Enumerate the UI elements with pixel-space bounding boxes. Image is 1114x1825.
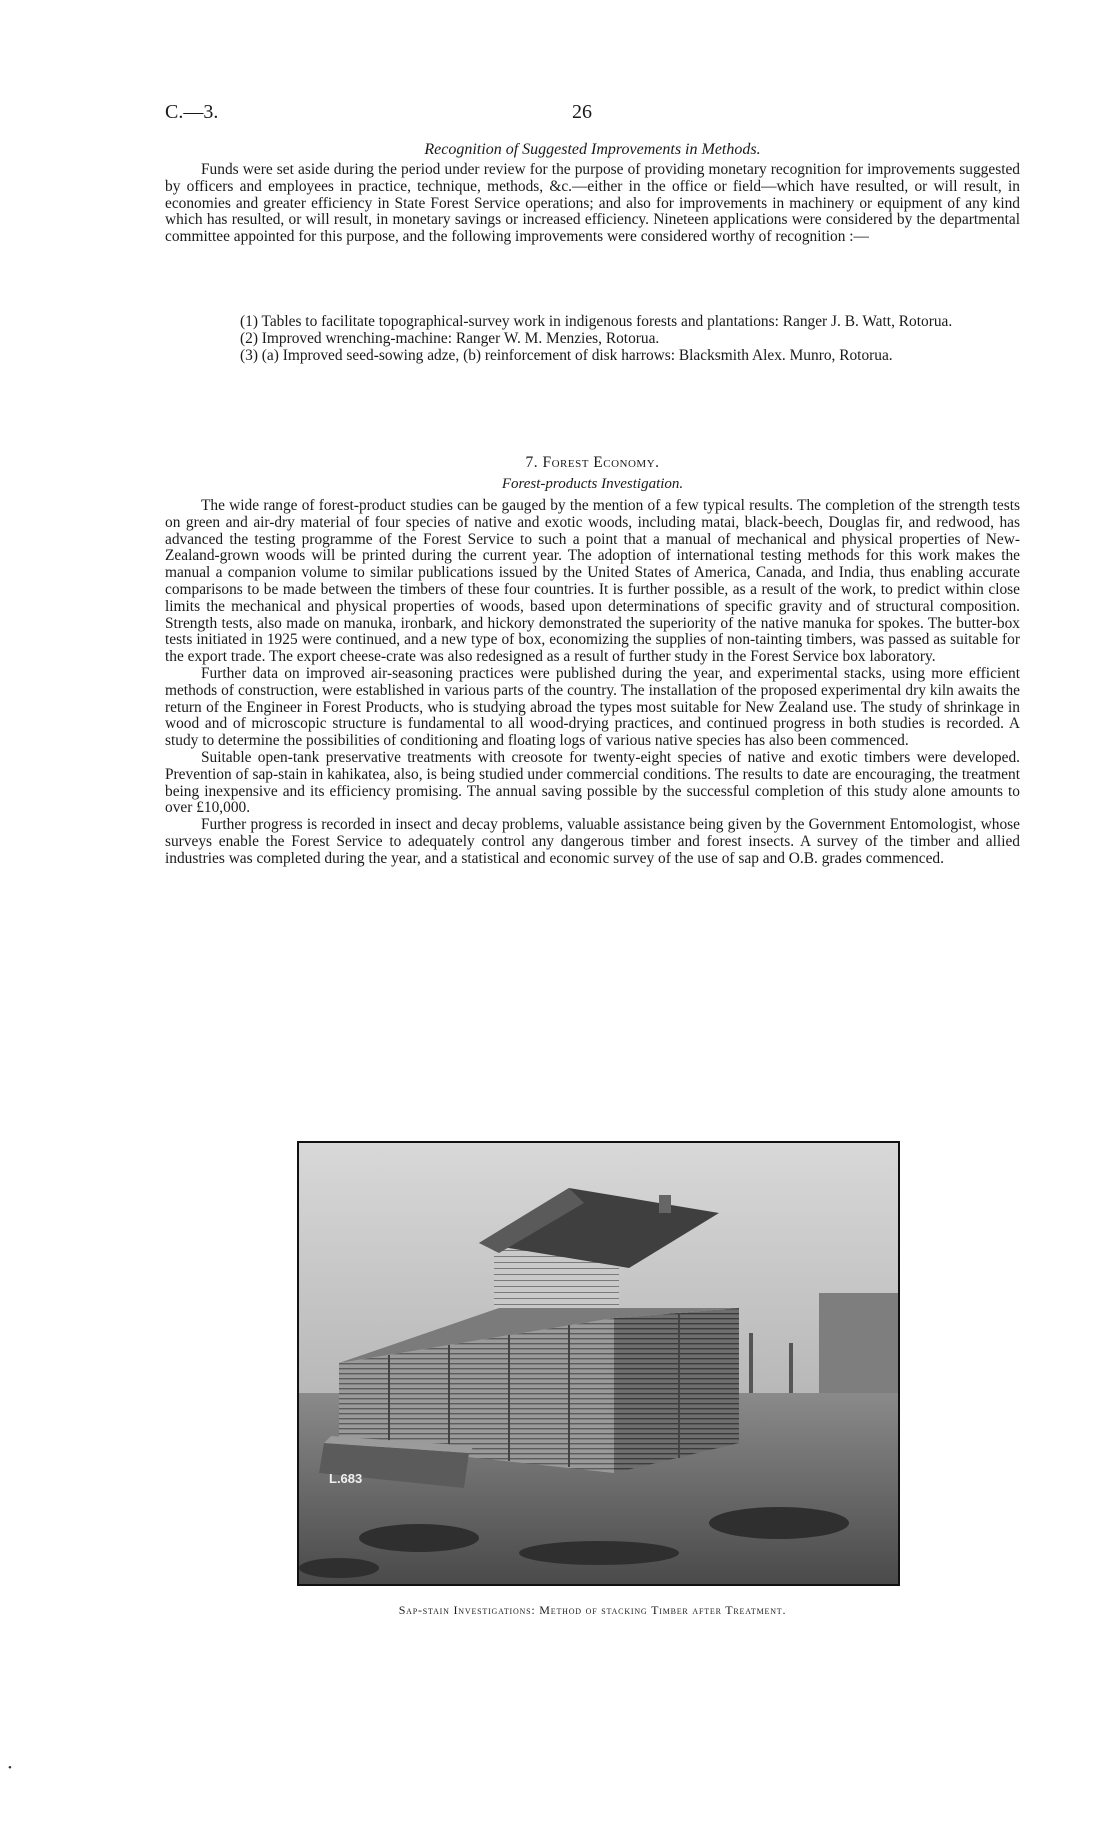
recognition-body: [165, 162, 1020, 246]
report-code: C.—3.: [165, 101, 219, 123]
timber-stack-photo: [297, 1141, 900, 1586]
section-subheading: Forest-products Investigation.: [501, 476, 684, 492]
plate-number: L.683: [329, 1471, 363, 1486]
list-item: (2) Improved wrenching-machine: Ranger W. M. Menzies, Rotorua.: [240, 329, 660, 347]
figure-caption: Sap-stain Investigations: Method of stacking Timber after Treatment.: [398, 1603, 787, 1617]
paragraph: Further progress is recorded in insect and decay problems, valuable assistance being given by the Government Entomologist, whose surveys enable the Forest Service to adequately control any dangerous timber and forest insects. A survey of the timber and allied industries was completed during the year, and a statistical and economic survey of the use of sap and O.B. grades commenced.: [165, 816, 1020, 867]
paragraph: Further data on improved air-seasoning practices were published during the year, and experimental stacks, using more efficient methods of construction, were established in various parts of the country. The installation of the proposed experimental dry kiln awaits the return of the Engineer in Forest Products, who is studying abroad the types most suitable for New Zealand use. The study of shrinkage in wood and of microscopic structure is fundamental to all wood-drying practices, and continued progress in both studies is recorded. A study to determine the possibilities of conditioning and floating logs of various native species has also been commenced.: [165, 664, 1020, 750]
list-item: (1) Tables to facilitate topographical-survey work in indigenous forests and plantations: Ranger J. B. Watt, Rotorua.: [240, 313, 953, 330]
recognition-title: Recognition of Suggested Improvements in Methods.: [424, 141, 761, 158]
recognition-paragraph: Funds were set aside during the period under review for the purpose of providing monetary recognition for improvements suggested by officers and employees in practice, technique, methods, &c.—either in the office or field—which have resulted, or will result, in economies and greater efficiency in State Forest Service operations; and also for improvements in machinery or equipment of any kind which has resulted, or will result, in monetary savings or increased efficiency. Nineteen applications were considered by the departmental committee appointed for this purpose, and the following improvements were considered worthy of recognition :—: [165, 161, 1020, 246]
paragraph: The wide range of forest-product studies can be gauged by the mention of a few typical results. The completion of the strength tests on green and air-dry material of four species of native and exotic woods, including matai, black-beech, Douglas fir, and redwood, has advanced the testing programme of the Forest Service to such a point that a manual of mechanical and physical properties of New-Zealand-grown woods will be printed during the current year. The adoption of international testing methods for this work makes the manual a companion volume to similar publications issued by the United States of America, Canada, and India, thus enabling accurate comparisons to be made between the timbers of these four countries. It is further possible, as a result of the work, to predict within close limits the mechanical and physical properties of woods, based upon determinations of specific gravity and of structural composition. Strength tests, also made on manuka, ironbark, and hickory demonstrated the superiority of the native manuka for spokes. The butter-box tests initiated in 1925 were continued, and a new type of box, economizing the supplies of non-tainting timbers, was passed as suitable for the export trade. The export cheese-crate was also redesigned as a result of further study in the Forest Service box laboratory.: [165, 497, 1020, 666]
section-heading: 7. Forest Economy.: [525, 454, 660, 471]
improvements-list: [240, 314, 1020, 364]
page-number: 26: [572, 101, 592, 123]
section-body: [165, 498, 1020, 868]
scan-mark: •: [8, 1762, 12, 1774]
list-item: (3) (a) Improved seed-sowing adze, (b) reinforcement of disk harrows: Blacksmith Alex. Munro, Rotorua.: [240, 346, 893, 364]
paragraph: Suitable open-tank preservative treatments with creosote for twenty-eight species of native and exotic timbers were developed. Prevention of sap-stain in kahikatea, also, is being studied under commercial conditions. The results to date are encouraging, the treatment being inexpensive and its efficiency promising. The annual saving possible by the successful completion of this study alone amounts to over £10,000.: [165, 748, 1020, 817]
chimney: [659, 1195, 671, 1213]
